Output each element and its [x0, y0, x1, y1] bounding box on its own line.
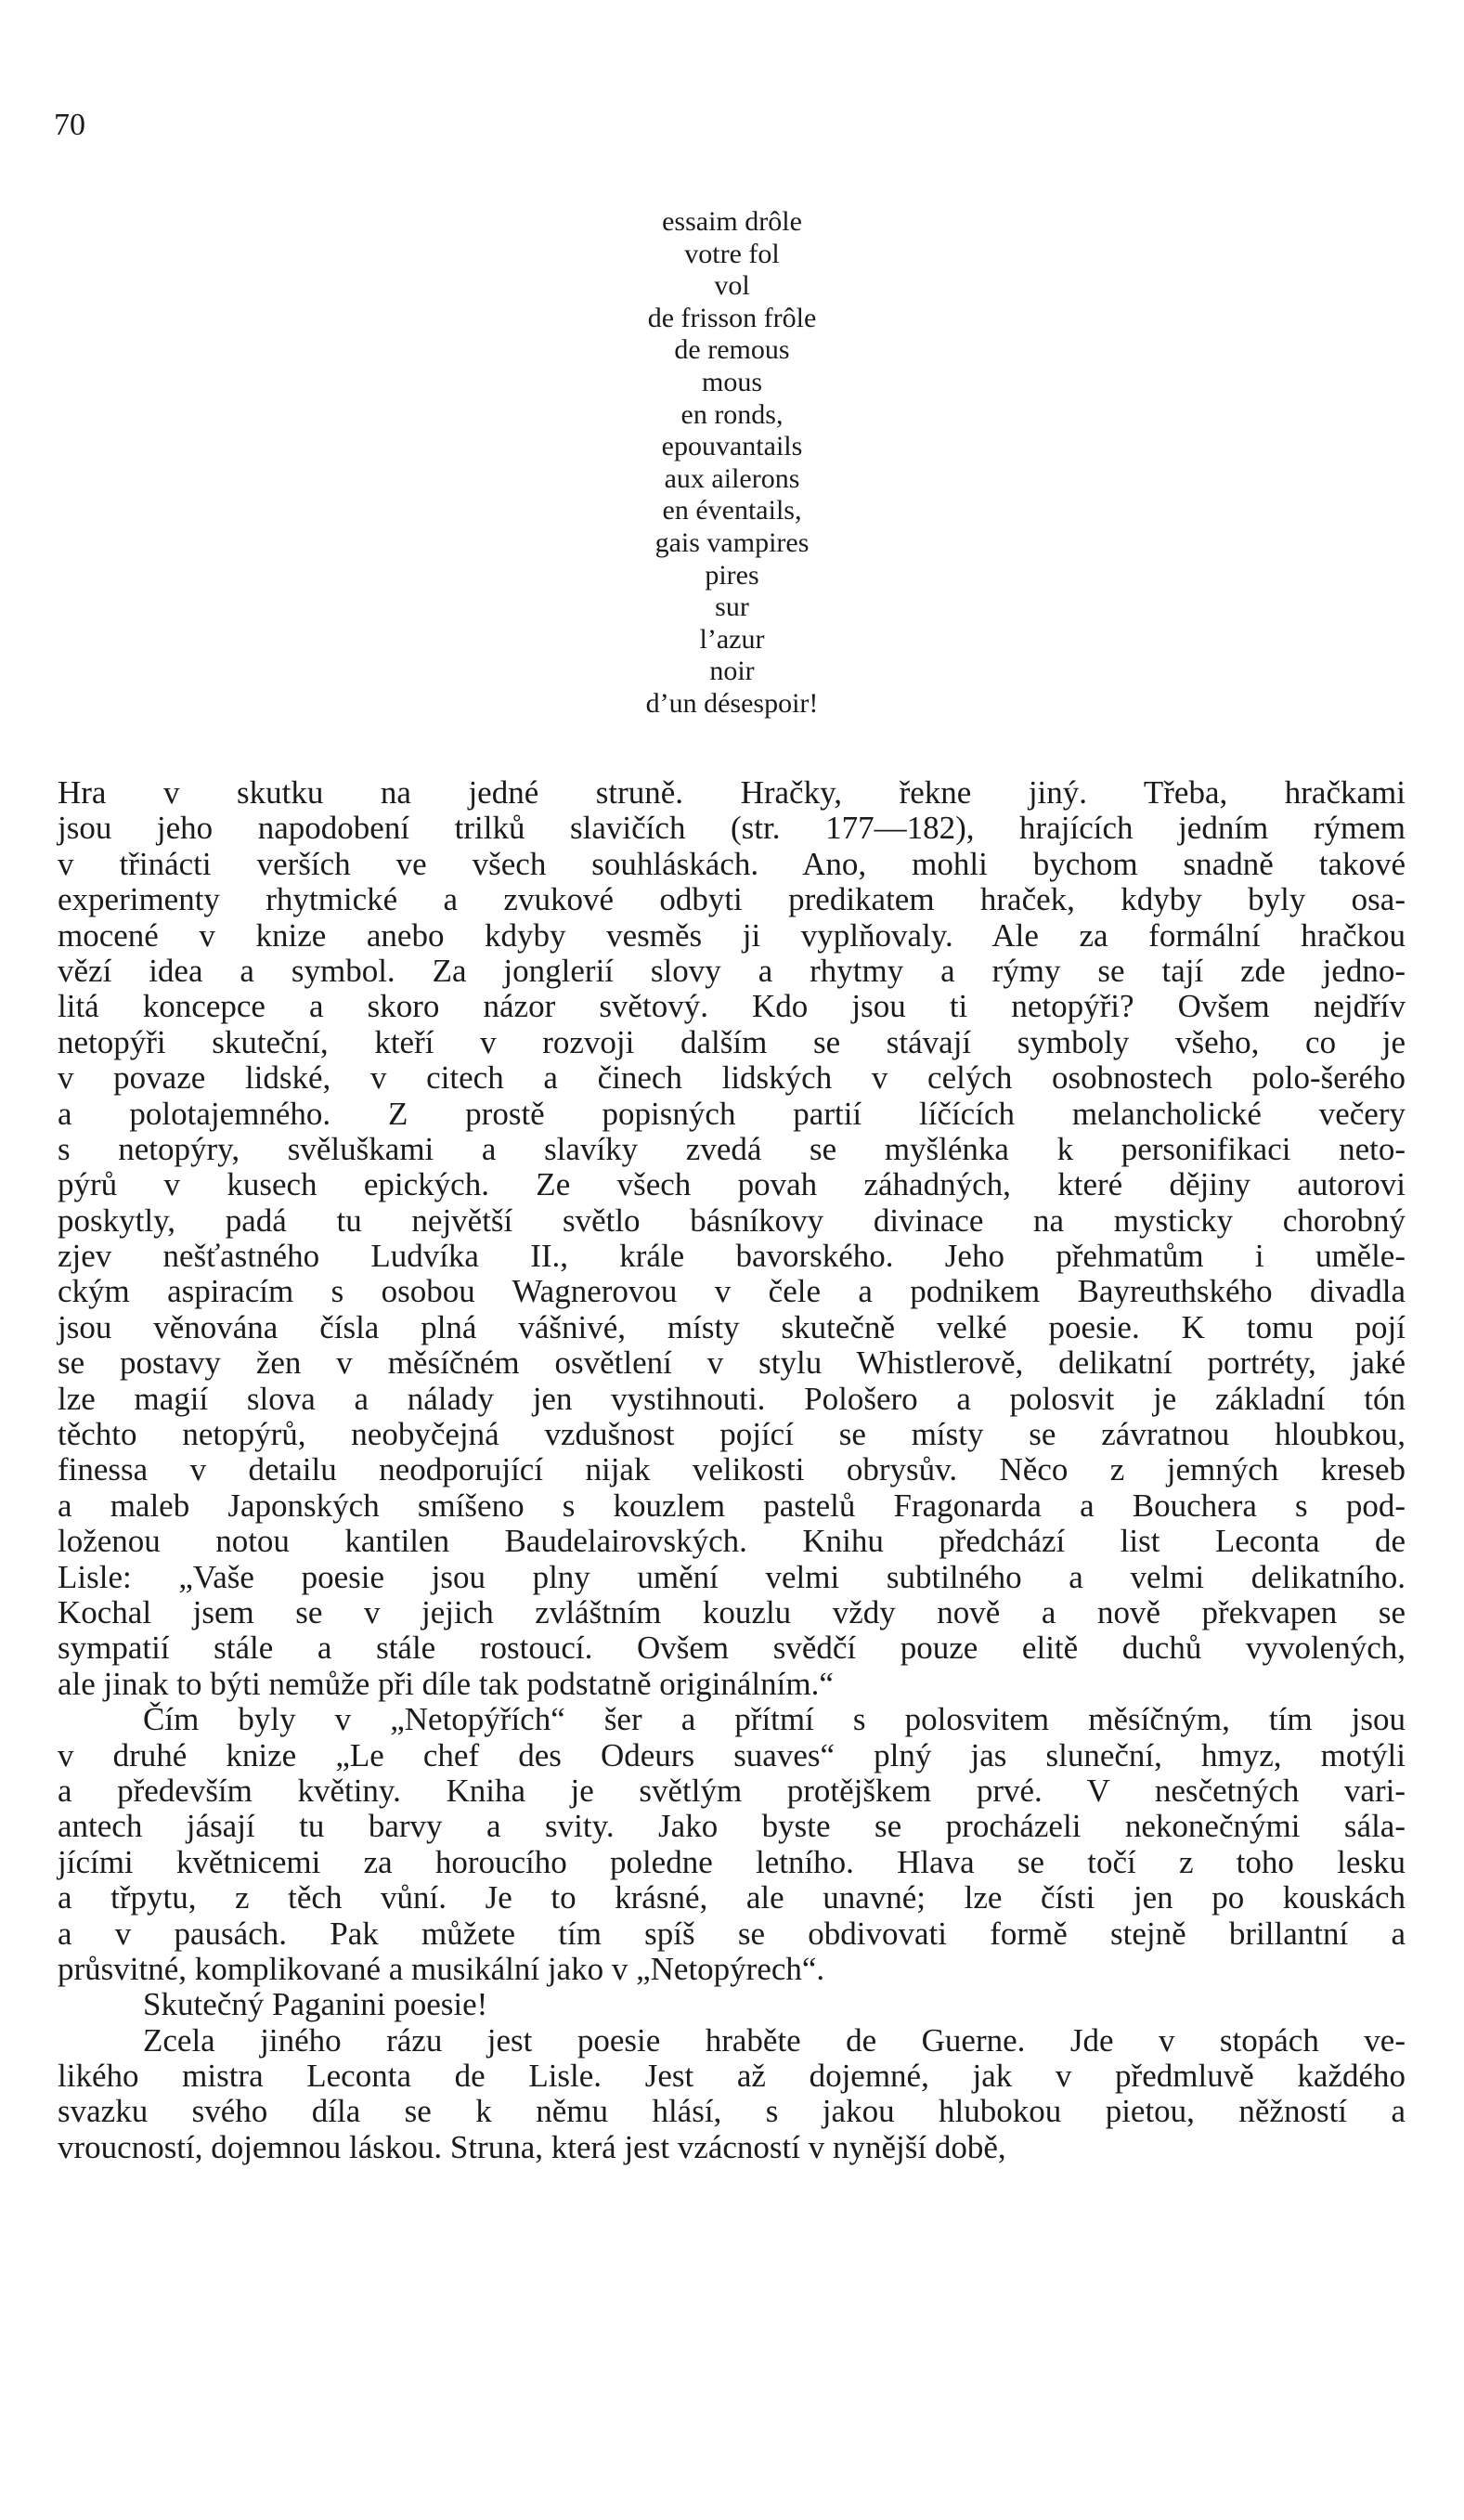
text-line: mocené v knize anebo kdyby vesměs ji vyplňovaly. Ale za formální hračkou [58, 916, 1406, 954]
poem [0, 206, 1464, 721]
text-line: ckým aspiracím s osobou Wagnerovou v čele a podnikem Bayreuthského divadla [58, 1273, 1406, 1310]
text-line: zjev nešťastného Ludvíka II., krále bavorského. Jeho přehmatům i uměle- [58, 1238, 1406, 1275]
paragraph [58, 1987, 1406, 2022]
text-line: Čím byly v „Netopýřích“ šer a přítmí s polosvitem měsíčným, tím jsou [143, 1701, 1406, 1738]
text-line: poskytly, padá tu největší světlo básníkovy divinace na mysticky chorobný [58, 1202, 1406, 1239]
poem-line: de frisson frôle [647, 302, 817, 333]
poem-line: aux ailerons [664, 462, 800, 494]
poem-line: noir [709, 656, 755, 687]
text-line: a maleb Japonských smíšeno s kouzlem pastelů Fragonarda a Bouchera s pod- [58, 1487, 1406, 1524]
text-line: v třinácti verších ve všech souhláskách. Ano, mohli bychom snadně takové [58, 845, 1406, 882]
text-line: svazku svého díla se k němu hlásí, s jakou hlubokou pietou, něžností a [58, 2093, 1406, 2130]
text-line: Kochal jsem se v jejich zvláštním kouzlu vždy nově a nově překvapen se [58, 1593, 1406, 1630]
text-line: ale jinak to býti nemůže při díle tak podstatně originálním.“ [58, 1665, 834, 1702]
text-line: Hra v skutku na jedné struně. Hračky, řekne jiný. Třeba, hračkami [58, 774, 1406, 811]
text-line: a v pausách. Pak můžete tím spíš se obdivovati formě stejně brillantní a [58, 1915, 1406, 1952]
text-line: a polotajemného. Z prostě popisných partií líčících melancholické večery [58, 1095, 1406, 1132]
text-line: jsou věnována čísla plná vášnivé, místy skutečně velké poesie. K tomu pojí [58, 1308, 1406, 1345]
text-line: v druhé knize „Le chef des Odeurs suaves“ plný jas sluneční, hmyz, motýli [58, 1736, 1406, 1773]
text-line: jícími květnicemi za horoucího poledne letního. Hlava se točí z toho lesku [58, 1843, 1406, 1880]
poem-line: de remous [674, 334, 790, 366]
text-line: lze magií slova a nálady jen vystihnouti. Pološero a polosvit je základní tón [58, 1380, 1406, 1417]
poem-line: votre fol [684, 238, 780, 269]
text-line: pýrů v kusech epických. Ze všech povah záhadných, které dějiny autorovi [58, 1166, 1406, 1203]
text-line: těchto netopýrů, neobyčejná vzdušnost pojící se místy se závratnou hloubkou, [58, 1416, 1406, 1453]
poem-line: vol [714, 270, 750, 302]
page-number: 70 [54, 108, 85, 142]
body-text [58, 775, 1406, 2165]
text-line: litá koncepce a skoro názor světový. Kdo jsou ti netopýři? Ovšem nejdřív [58, 988, 1406, 1025]
text-line: netopýři skuteční, kteří v rozvoji dalším se stávají symboly všeho, co je [58, 1023, 1406, 1060]
text-line: a třpytu, z těch vůní. Je to krásné, ale unavné; lze čísti jen po kouskách [58, 1879, 1406, 1916]
text-line: antech jásají tu barvy a svity. Jako byste se procházeli nekonečnými sála- [58, 1808, 1406, 1845]
text-line: Lisle: „Vaše poesie jsou plny umění velmi subtilného a velmi delikatního. [58, 1558, 1406, 1595]
text-line: s netopýry, svěluškami a slavíky zvedá se myšlénka k personifikaci neto- [58, 1130, 1406, 1167]
text-line: Skutečný Paganini poesie! [143, 1986, 488, 2023]
text-line: jsou jeho napodobení trilků slavičích (str. 177—182), hrajících jedním rýmem [58, 810, 1406, 847]
poem-line: mous [701, 366, 762, 397]
text-line: a především květiny. Kniha je světlým protějškem prvé. V nesčetných vari- [58, 1772, 1406, 1809]
poem-line: sur [715, 591, 749, 623]
text-line: loženou notou kantilen Baudelairovských. Knihu předchází list Leconta de [58, 1523, 1406, 1560]
text-line: se postavy žen v měsíčném osvětlení v stylu Whistlerově, delikatní portréty, jaké [58, 1344, 1406, 1382]
text-line: likého mistra Leconta de Lisle. Jest až dojemné, jak v předmluvě každého [58, 2058, 1406, 2095]
poem-line: essaim drôle [662, 206, 802, 237]
paragraph [58, 1702, 1406, 1987]
text-line: finessa v detailu neodporující nijak velikosti obrysův. Něco z jemných kreseb [58, 1451, 1406, 1488]
poem-line: en ronds, [680, 398, 784, 430]
poem-line: d’un désespoir! [645, 687, 819, 719]
poem-line: epouvantails [661, 431, 803, 462]
paragraph [58, 2023, 1406, 2166]
text-line: průsvitné, komplikované a musikální jako v „Netopýrech“. [58, 1950, 825, 1987]
text-line: vězí idea a symbol. Za jonglerií slovy a rhytmy a rýmy se tají zde jedno- [58, 952, 1406, 989]
poem-line: en éventails, [662, 495, 802, 526]
poem-line: l’azur [699, 623, 765, 655]
text-line: vroucností, dojemnou láskou. Struna, která jest vzácností v nynější době, [58, 2128, 1006, 2165]
text-line: v povaze lidské, v citech a činech lidských v celých osobnostech polo-šerého [58, 1059, 1406, 1097]
poem-line: gais vampires [654, 526, 810, 558]
text-line: experimenty rhytmické a zvukové odbyti predikatem hraček, kdyby byly osa- [58, 881, 1406, 918]
text-line: sympatií stále a stále rostoucí. Ovšem svědčí pouze elitě duchů vyvolených, [58, 1630, 1406, 1667]
poem-line: pires [705, 559, 759, 591]
text-line: Zcela jiného rázu jest poesie hraběte de Guerne. Jde v stopách ve- [143, 2021, 1406, 2059]
paragraph [58, 775, 1406, 1702]
